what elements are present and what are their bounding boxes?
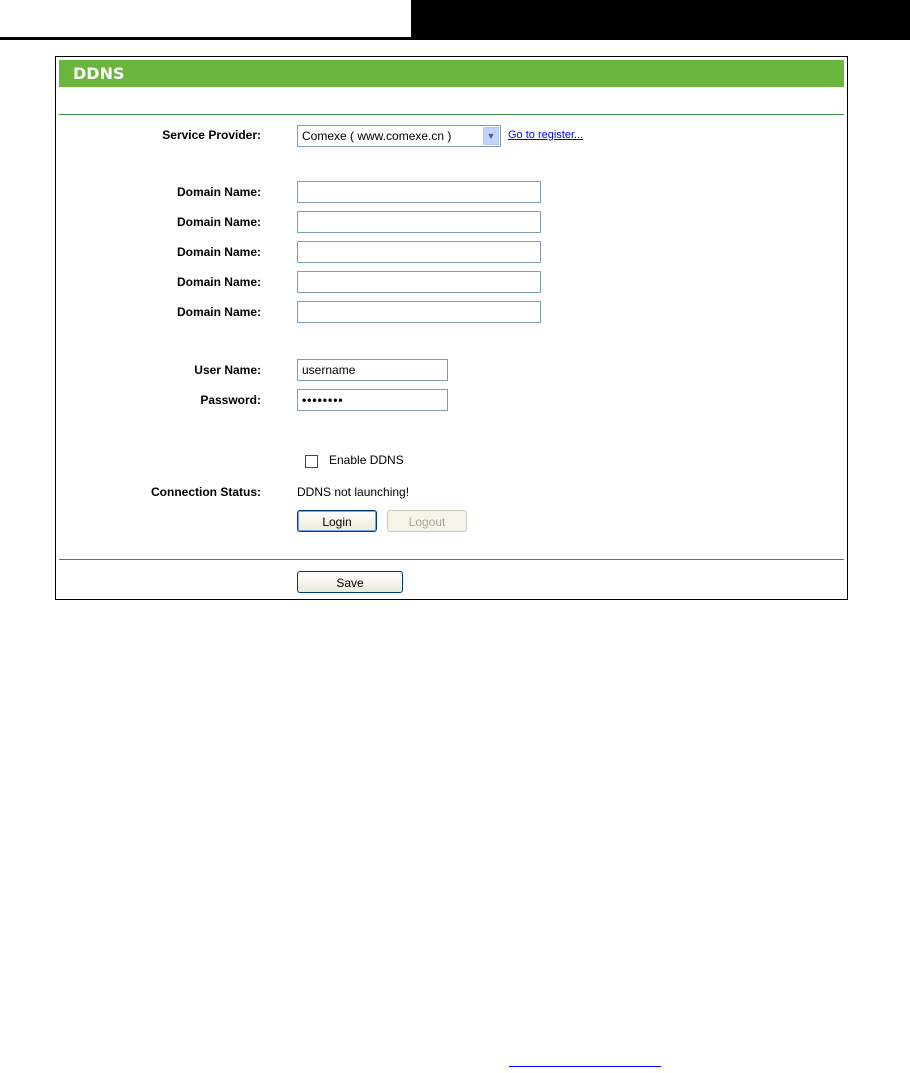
login-button[interactable]: Login [297,510,377,532]
domain-name-label: Domain Name: [176,245,261,259]
top-divider [59,114,844,115]
domain-name-input-5[interactable] [297,301,541,323]
domain-name-label: Domain Name: [176,275,261,289]
service-provider-select[interactable] [297,125,501,147]
connection-status-label: Connection Status: [151,485,261,499]
ddns-panel [55,56,848,600]
chevron-down-icon[interactable]: ▼ [483,127,499,145]
domain-name-label: Domain Name: [176,305,261,319]
service-provider-value: Comexe ( www.comexe.cn ) [302,129,452,143]
save-button[interactable]: Save [297,571,403,593]
enable-ddns-label: Enable DDNS [329,453,404,467]
service-provider-label: Service Provider: [162,128,261,142]
document-header-bar [411,0,910,40]
domain-name-input-1[interactable] [297,181,541,203]
domain-name-label: Domain Name: [176,215,261,229]
go-to-register-link[interactable]: Go to register... [508,129,584,141]
document-header-rule [0,37,411,40]
user-name-input[interactable] [297,359,448,381]
enable-ddns-checkbox[interactable] [305,455,318,468]
domain-name-input-3[interactable] [297,241,541,263]
domain-name-input-4[interactable] [297,271,541,293]
logout-button: Logout [387,510,467,532]
user-name-label: User Name: [194,363,261,377]
password-label: Password: [200,393,261,407]
footer-link-underline [509,1066,661,1067]
panel-title: DDNS [59,60,844,87]
password-input[interactable]: •••••••• [297,389,448,411]
bottom-divider [59,559,844,560]
domain-name-input-2[interactable] [297,211,541,233]
connection-status-value: DDNS not launching! [297,485,410,499]
domain-name-label: Domain Name: [176,185,261,199]
